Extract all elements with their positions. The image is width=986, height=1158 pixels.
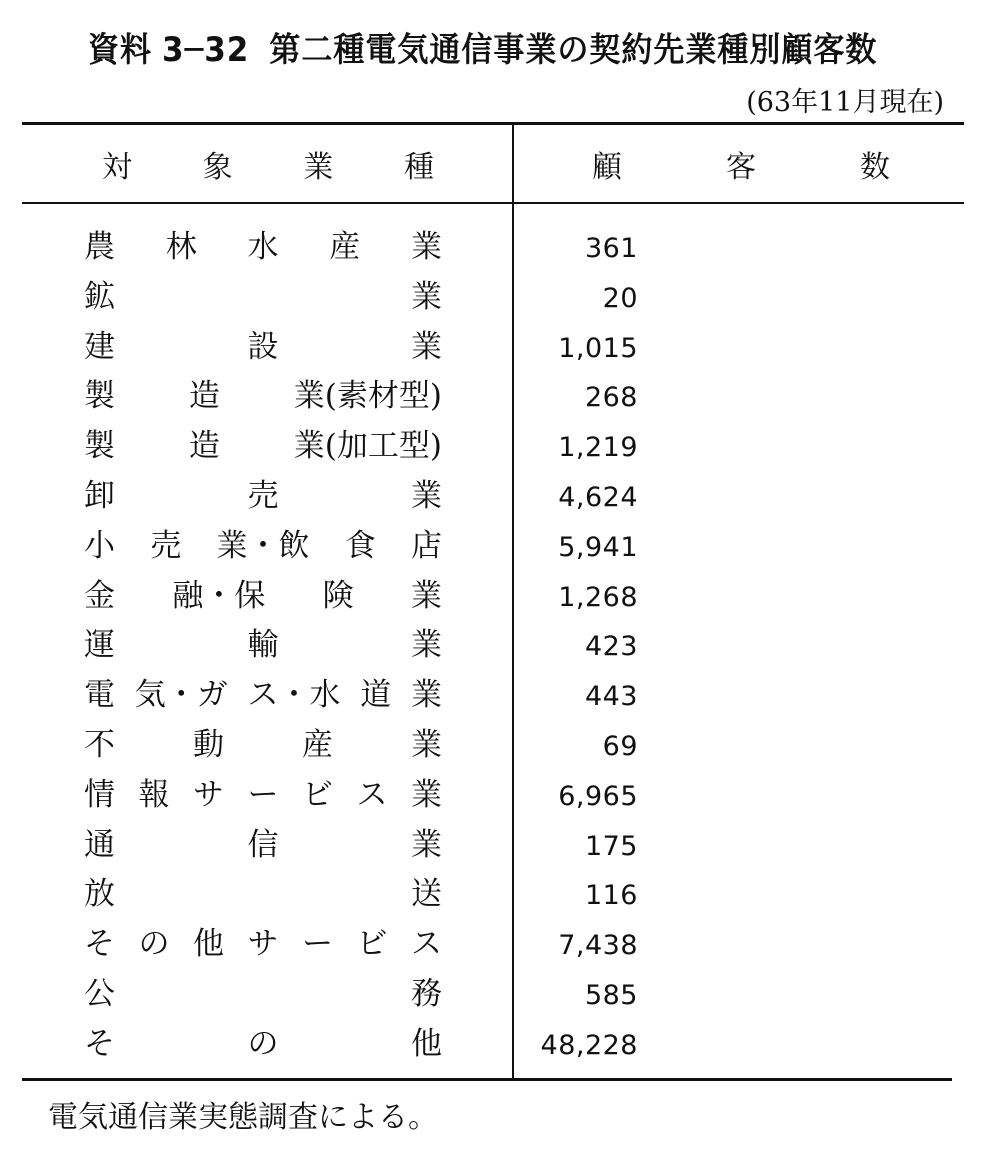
table-row [0,471,986,521]
industry-label-part: 公 [84,975,115,1012]
industry-label-part: 動 [193,726,224,763]
industry-label-part: 製 [84,428,115,465]
industry-label [84,975,442,1013]
industry-label-part: 信 [247,826,279,863]
page-title [88,22,877,71]
industry-label-part: 業・飲 [216,527,310,564]
industry-label-part: 運 [84,627,115,664]
industry-label [84,228,442,266]
customer-count: 20 [602,282,638,314]
header-char: 顧 [592,150,622,185]
industry-label-part: 道 [360,677,392,714]
table-row [0,770,986,820]
title-label: 資料 [88,30,152,70]
industry-label-part: 製 [84,378,115,415]
table-row [0,322,986,372]
industry-label-part: 電 [84,677,115,714]
industry-label [84,1025,442,1063]
industry-label [84,676,442,714]
industry-label-part: そ [84,1025,115,1062]
industry-label-part: 務 [411,975,442,1012]
customer-count: 1,219 [558,432,638,464]
customer-count: 5,941 [558,531,638,563]
industry-label [84,875,442,913]
industry-label-part: 報 [138,776,170,813]
table-row [0,820,986,870]
industry-label [84,527,442,565]
industry-label-part: 業 [411,627,442,664]
table-row [0,720,986,770]
table-header-rule [22,202,964,204]
industry-label-part: ビ [356,926,388,963]
industry-label-part: 業 [411,826,442,863]
industry-label-part: 設 [247,328,279,365]
column-header-customers [592,142,890,186]
industry-label-part: 他 [193,926,224,963]
column-header-industry [102,142,434,186]
header-char: 数 [860,150,890,185]
industry-label [84,626,442,664]
industry-label-part: 業 [411,677,442,714]
industry-label-part: 業 [411,477,442,514]
industry-label-part: 通 [84,826,115,863]
industry-label-part: ー [247,776,279,813]
header-char: 客 [726,150,756,185]
industry-label-part: 金 [84,577,115,614]
table-row [0,969,986,1019]
industry-label-part: 不 [84,726,115,763]
industry-label-part: 林 [165,229,197,265]
table-top-rule [22,122,964,125]
header-char: 対 [102,150,132,185]
industry-label-part: 産 [302,726,333,763]
table-row [0,869,986,919]
industry-label-part: 造 [188,428,220,465]
customer-count: 423 [584,631,638,663]
industry-label-part: 水 [247,229,279,265]
industry-label-part: 建 [84,328,115,365]
industry-label-part: 険 [322,577,354,614]
table-row [0,670,986,720]
industry-label-part: 卸 [84,477,115,514]
customer-count: 585 [584,979,638,1011]
table-row [0,421,986,471]
industry-label-part: 業(素材型) [293,378,442,415]
industry-label-part: ス [356,776,388,813]
industry-label-part: 産 [329,229,361,265]
industry-label-part: そ [84,926,115,963]
customer-count: 443 [584,681,638,713]
customer-count: 48,228 [540,1029,638,1061]
industry-label [84,577,442,615]
industry-label-part: 情 [84,776,115,813]
industry-label-part: 業 [411,229,442,265]
industry-label-part: 農 [84,229,115,265]
header-char: 種 [403,150,434,185]
industry-label-part: 売 [247,477,279,514]
industry-label-part: 気・ガ [134,677,228,714]
industry-label-part: 融・保 [172,577,266,614]
table-row [0,521,986,571]
industry-label-part: の [247,1025,279,1062]
industry-label [84,477,442,515]
table-row [0,1019,986,1069]
table-row [0,919,986,969]
industry-label-part: 店 [411,527,442,564]
industry-label-part: 業 [411,776,442,813]
table-row [0,222,986,272]
industry-label-part: 他 [411,1025,442,1062]
industry-label-part: 業 [411,278,442,315]
industry-label-part: 放 [84,876,115,913]
industry-label [84,278,442,316]
industry-label-part: 業 [411,328,442,365]
industry-label-part: ス [411,926,442,963]
customer-count: 1,015 [558,332,638,364]
industry-label-part: ビ [302,776,333,813]
industry-label-part: 鉱 [84,278,115,315]
customer-count: 6,965 [558,780,638,812]
industry-label-part: サ [193,776,224,813]
industry-label-part: ス・水 [247,677,341,714]
industry-label [84,377,442,415]
customer-count: 116 [584,880,638,912]
industry-label-part: 売 [150,527,182,564]
industry-label-part: 送 [411,876,442,913]
industry-label [84,328,442,366]
source-note: 電気通信業実態調査による。 [48,1100,438,1135]
customer-count: 4,624 [558,481,638,513]
industry-label-part: サ [247,926,279,963]
customer-count: 268 [584,382,638,414]
title-number: 3─32 [162,30,250,70]
header-char: 業 [303,150,334,185]
industry-label-part: 業 [411,726,442,763]
table-row [0,371,986,421]
industry-label [84,925,442,963]
table-row [0,571,986,621]
industry-label-part: 食 [344,527,376,564]
industry-label-part: 造 [188,378,220,415]
table-body [0,222,986,1069]
customer-count: 7,438 [558,930,638,962]
customer-count: 1,268 [558,581,638,613]
industry-label [84,826,442,864]
customer-count: 175 [584,830,638,862]
header-char: 象 [202,150,233,185]
customer-count: 69 [602,730,638,762]
title-text: 第二種電気通信事業の契約先業種別顧客数 [269,30,878,70]
table-row [0,620,986,670]
table-bottom-rule [22,1078,952,1081]
customer-count: 361 [584,233,638,264]
industry-label-part: 小 [84,527,115,564]
industry-label-part: 輸 [247,627,279,664]
industry-label-part: 業(加工型) [293,428,442,465]
industry-label-part: の [138,926,170,963]
industry-label-part: 業 [410,577,442,614]
table-row [0,272,986,322]
industry-label [84,776,442,814]
date-note: (63年11月現在) [746,87,944,118]
industry-label [84,427,442,465]
industry-label [84,726,442,764]
industry-label-part: ー [302,926,333,963]
